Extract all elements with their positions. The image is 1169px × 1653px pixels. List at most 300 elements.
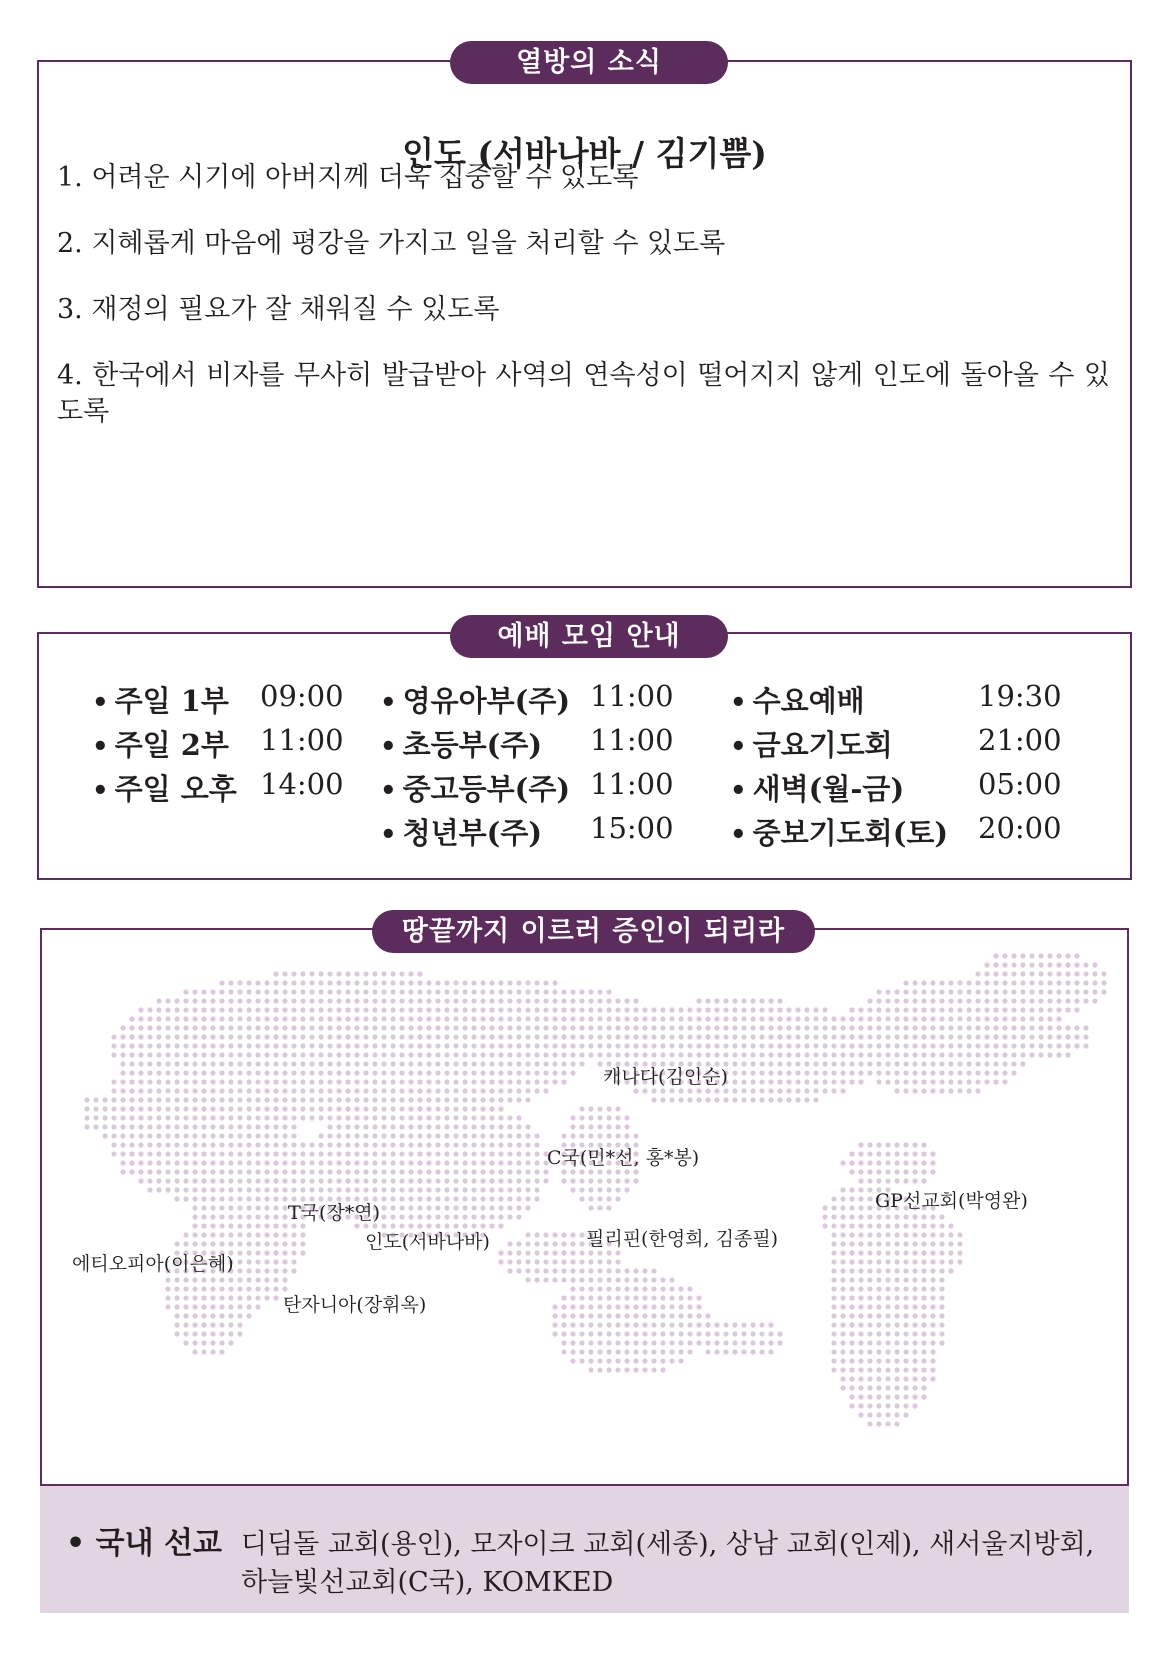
map-dot [480, 1025, 485, 1030]
map-dot [291, 1061, 296, 1066]
map-dot [327, 1025, 332, 1030]
map-dot [858, 1322, 863, 1327]
map-dot [624, 998, 629, 1003]
map-dot [1011, 1061, 1016, 1066]
map-dot [939, 1286, 944, 1291]
map-dot [858, 1169, 863, 1174]
map-dot [390, 1133, 395, 1138]
map-dot [858, 1331, 863, 1336]
map-dot [435, 1133, 440, 1138]
map-dot [363, 980, 368, 985]
map-dot [534, 1034, 539, 1039]
map-dot [849, 1250, 854, 1255]
map-dot [777, 1331, 782, 1336]
map-dot [345, 1151, 350, 1156]
map-dot [183, 1187, 188, 1192]
map-dot [921, 1043, 926, 1048]
map-dot [831, 1232, 836, 1237]
map-dot [570, 1061, 575, 1066]
map-dot [246, 1061, 251, 1066]
map-dot [300, 1070, 305, 1075]
map-dot [237, 1313, 242, 1318]
map-dot [435, 1052, 440, 1057]
map-dot [912, 1088, 917, 1093]
map-dot [471, 1007, 476, 1012]
map-dot [246, 1007, 251, 1012]
map-dot [669, 1349, 674, 1354]
map-dot [561, 1268, 566, 1273]
map-dot [930, 1034, 935, 1039]
map-dot [570, 1241, 575, 1246]
map-dot [840, 1304, 845, 1309]
map-dot [903, 1025, 908, 1030]
map-dot [408, 1025, 413, 1030]
map-dot [489, 1160, 494, 1165]
map-dot [912, 1277, 917, 1282]
map-dot [984, 998, 989, 1003]
map-dot [768, 1349, 773, 1354]
map-dot [309, 1187, 314, 1192]
map-dot [381, 1124, 386, 1129]
map-dot [660, 1007, 665, 1012]
map-dot [1101, 980, 1106, 985]
map-dot [417, 1016, 422, 1021]
map-dot [1047, 1052, 1052, 1057]
map-dot [858, 1313, 863, 1318]
map-dot [849, 1259, 854, 1264]
map-dot [138, 1088, 143, 1093]
map-dot [633, 1052, 638, 1057]
map-dot [669, 1007, 674, 1012]
map-dot [471, 1115, 476, 1120]
map-dot [651, 1025, 656, 1030]
map-dot [534, 989, 539, 994]
map-dot [930, 1268, 935, 1273]
map-dot [705, 1007, 710, 1012]
map-dot [381, 980, 386, 985]
map-dot [210, 1043, 215, 1048]
map-dot [615, 1268, 620, 1273]
map-dot [291, 998, 296, 1003]
map-dot [597, 1358, 602, 1363]
map-dot [165, 1133, 170, 1138]
map-dot [228, 1232, 233, 1237]
map-dot [399, 1025, 404, 1030]
map-dot [876, 1070, 881, 1075]
map-dot [120, 1025, 125, 1030]
map-dot [984, 1016, 989, 1021]
map-dot [192, 1088, 197, 1093]
map-dot [885, 1403, 890, 1408]
map-dot [561, 1070, 566, 1075]
map-dot [480, 1115, 485, 1120]
map-dot [372, 1187, 377, 1192]
map-dot [156, 1052, 161, 1057]
map-dot [93, 1106, 98, 1111]
map-dot [750, 998, 755, 1003]
map-dot [858, 1178, 863, 1183]
map-dot [894, 1376, 899, 1381]
map-dot [867, 1232, 872, 1237]
map-dot [462, 1115, 467, 1120]
map-dot [417, 1214, 422, 1219]
map-dot [282, 1241, 287, 1246]
map-dot [237, 1052, 242, 1057]
map-dot [885, 1160, 890, 1165]
map-dot [138, 1070, 143, 1075]
map-dot [948, 1241, 953, 1246]
map-dot [885, 1349, 890, 1354]
map-dot [372, 1052, 377, 1057]
map-dot [903, 1394, 908, 1399]
map-dot [408, 1070, 413, 1075]
map-dot [912, 1142, 917, 1147]
map-dot [543, 1088, 548, 1093]
map-dot [687, 1088, 692, 1093]
map-dot [246, 1070, 251, 1075]
map-dot [228, 1151, 233, 1156]
map-dot [372, 1106, 377, 1111]
map-dot [426, 989, 431, 994]
map-dot [1020, 1052, 1025, 1057]
map-dot [237, 1079, 242, 1084]
map-dot [372, 1169, 377, 1174]
map-dot [615, 1124, 620, 1129]
map-dot [237, 989, 242, 994]
map-dot [669, 1052, 674, 1057]
map-dot [1047, 1025, 1052, 1030]
map-dot [363, 1034, 368, 1039]
map-dot [759, 1025, 764, 1030]
map-dot [615, 1331, 620, 1336]
map-dot [768, 1070, 773, 1075]
map-dot [219, 1061, 224, 1066]
map-dot [120, 1160, 125, 1165]
map-dot [588, 989, 593, 994]
map-dot [183, 1232, 188, 1237]
map-dot [831, 1079, 836, 1084]
map-dot [507, 980, 512, 985]
map-dot [255, 1043, 260, 1048]
map-dot [579, 1106, 584, 1111]
map-dot [894, 1061, 899, 1066]
map-dot [246, 1079, 251, 1084]
map-dot [768, 1340, 773, 1345]
map-dot [345, 1169, 350, 1174]
map-dot [903, 1151, 908, 1156]
map-dot [102, 1106, 107, 1111]
domestic-mission-list: 디딤돌 교회(용인), 모자이크 교회(세종), 상남 교회(인제), 새서울지방회, [241, 1529, 1095, 1560]
map-dot [687, 1034, 692, 1039]
map-dot [813, 1061, 818, 1066]
map-dot [129, 1043, 134, 1048]
map-dot [867, 1322, 872, 1327]
map-dot [1083, 989, 1088, 994]
map-dot [516, 1178, 521, 1183]
map-dot [129, 1133, 134, 1138]
map-dot [273, 1016, 278, 1021]
map-dot [561, 989, 566, 994]
map-dot [795, 1052, 800, 1057]
map-dot [147, 1142, 152, 1147]
map-dot [525, 1151, 530, 1156]
map-dot [615, 1187, 620, 1192]
map-dot [840, 1340, 845, 1345]
map-dot [1029, 998, 1034, 1003]
map-dot [363, 1088, 368, 1093]
map-dot [93, 1124, 98, 1129]
map-dot [165, 1115, 170, 1120]
map-dot [588, 1331, 593, 1336]
map-dot [921, 1151, 926, 1156]
map-dot [255, 1097, 260, 1102]
map-dot [138, 1034, 143, 1039]
map-dot [975, 989, 980, 994]
map-dot [300, 1250, 305, 1255]
map-dot [228, 1142, 233, 1147]
news-section [37, 60, 1132, 588]
map-dot [966, 1034, 971, 1039]
map-dot [885, 1331, 890, 1336]
map-dot [543, 1052, 548, 1057]
map-dot [633, 1277, 638, 1282]
map-dot [912, 1385, 917, 1390]
map-dot [858, 1385, 863, 1390]
map-dot [849, 1034, 854, 1039]
map-dot [849, 1376, 854, 1381]
map-dot [1020, 1043, 1025, 1048]
map-dot [264, 1115, 269, 1120]
map-dot [219, 1034, 224, 1039]
map-dot [228, 1124, 233, 1129]
map-dot [579, 1016, 584, 1021]
map-dot [255, 989, 260, 994]
map-dot [813, 1025, 818, 1030]
map-dot [822, 1043, 827, 1048]
map-dot [489, 1097, 494, 1102]
map-dot [1038, 998, 1043, 1003]
map-dot [912, 1403, 917, 1408]
map-dot [219, 1223, 224, 1228]
map-dot [858, 1079, 863, 1084]
map-dot [912, 1358, 917, 1363]
map-dot [876, 1331, 881, 1336]
map-dot [453, 1052, 458, 1057]
map-dot [660, 1322, 665, 1327]
map-dot [561, 998, 566, 1003]
map-dot [858, 1187, 863, 1192]
map-dot [903, 1214, 908, 1219]
map-dot [156, 1160, 161, 1165]
map-dot [327, 1070, 332, 1075]
map-dot [903, 1268, 908, 1273]
map-dot [1002, 971, 1007, 976]
map-dot [912, 1340, 917, 1345]
map-dot [894, 1088, 899, 1093]
map-dot [597, 1043, 602, 1048]
map-dot [435, 1178, 440, 1183]
map-dot [219, 1016, 224, 1021]
map-dot [318, 1052, 323, 1057]
map-dot [381, 1196, 386, 1201]
map-dot [786, 1025, 791, 1030]
map-dot [516, 1061, 521, 1066]
map-dot [768, 1331, 773, 1336]
map-dot [300, 1106, 305, 1111]
map-dot [282, 1223, 287, 1228]
map-dot [228, 998, 233, 1003]
map-dot [372, 998, 377, 1003]
map-dot [120, 1124, 125, 1129]
map-dot [138, 1151, 143, 1156]
map-dot [633, 1295, 638, 1300]
map-dot [291, 1151, 296, 1156]
map-dot [579, 1286, 584, 1291]
map-dot [147, 1160, 152, 1165]
map-dot [219, 1322, 224, 1327]
map-dot [939, 1061, 944, 1066]
map-dot [876, 1277, 881, 1282]
map-dot [219, 1070, 224, 1075]
map-dot [1002, 1052, 1007, 1057]
map-dot [192, 1016, 197, 1021]
map-dot [210, 1160, 215, 1165]
map-dot [273, 1034, 278, 1039]
map-dot [912, 1232, 917, 1237]
map-dot [1047, 1016, 1052, 1021]
map-dot [462, 1178, 467, 1183]
map-dot [237, 1286, 242, 1291]
map-dot [903, 1277, 908, 1282]
map-dot [489, 1133, 494, 1138]
map-dot [201, 1313, 206, 1318]
map-dot [1011, 971, 1016, 976]
map-dot [597, 1259, 602, 1264]
map-dot [714, 1007, 719, 1012]
map-dot [750, 1322, 755, 1327]
map-dot [1029, 1016, 1034, 1021]
map-dot [669, 1097, 674, 1102]
map-dot [840, 1034, 845, 1039]
map-dot [588, 1133, 593, 1138]
map-dot [624, 1268, 629, 1273]
map-dot [1056, 989, 1061, 994]
map-dot [165, 1070, 170, 1075]
map-dot [939, 1043, 944, 1048]
map-dot [219, 1169, 224, 1174]
map-dot [291, 971, 296, 976]
map-dot [1065, 1025, 1070, 1030]
map-dot [885, 1358, 890, 1363]
map-dot [903, 1070, 908, 1075]
map-dot [651, 1286, 656, 1291]
map-dot [129, 1088, 134, 1093]
map-dot [831, 1349, 836, 1354]
map-dot [876, 1295, 881, 1300]
map-dot [480, 1097, 485, 1102]
map-dot [120, 1115, 125, 1120]
map-dot [840, 1079, 845, 1084]
map-dot [678, 1016, 683, 1021]
map-dot [408, 1142, 413, 1147]
map-dot [255, 1277, 260, 1282]
map-dot [993, 998, 998, 1003]
map-dot [525, 1061, 530, 1066]
map-dot [129, 1151, 134, 1156]
map-dot [570, 989, 575, 994]
map-dot [1065, 1034, 1070, 1039]
map-dot [597, 1178, 602, 1183]
service-name: • 청년부(주) [380, 816, 543, 850]
map-dot [588, 1277, 593, 1282]
map-dot [201, 1025, 206, 1030]
map-dot [921, 989, 926, 994]
map-dot [966, 1025, 971, 1030]
map-dot [948, 1016, 953, 1021]
map-dot [183, 1079, 188, 1084]
map-dot [741, 1007, 746, 1012]
map-dot [957, 1016, 962, 1021]
map-dot [885, 1052, 890, 1057]
map-dot [201, 1088, 206, 1093]
map-dot [840, 1025, 845, 1030]
map-dot [894, 1016, 899, 1021]
map-dot [390, 1106, 395, 1111]
map-dot [300, 1097, 305, 1102]
map-dot [1047, 980, 1052, 985]
map-dot [1038, 953, 1043, 958]
map-dot [264, 1250, 269, 1255]
map-dot [831, 1088, 836, 1093]
map-dot [381, 1133, 386, 1138]
map-dot [561, 1079, 566, 1084]
map-dot [165, 1052, 170, 1057]
map-dot [462, 1214, 467, 1219]
map-dot [579, 1133, 584, 1138]
map-dot [831, 1250, 836, 1255]
map-dot [300, 1115, 305, 1120]
map-dot [615, 1259, 620, 1264]
map-dot [525, 1007, 530, 1012]
map-dot [84, 1124, 89, 1129]
map-dot [345, 1007, 350, 1012]
map-dot [300, 1034, 305, 1039]
map-dot [426, 1070, 431, 1075]
map-dot [930, 1259, 935, 1264]
map-dot [570, 1277, 575, 1282]
map-dot [237, 1205, 242, 1210]
map-dot [435, 1034, 440, 1039]
map-dot [138, 1016, 143, 1021]
map-dot [291, 1160, 296, 1165]
map-dot [201, 1142, 206, 1147]
map-dot [777, 1088, 782, 1093]
map-dot [201, 1106, 206, 1111]
map-dot [435, 1160, 440, 1165]
map-dot [777, 998, 782, 1003]
map-dot [147, 1178, 152, 1183]
map-dot [408, 1088, 413, 1093]
map-dot [966, 1079, 971, 1084]
map-dot [588, 1187, 593, 1192]
map-dot [723, 1025, 728, 1030]
map-dot [237, 1214, 242, 1219]
map-dot [777, 1025, 782, 1030]
map-dot [822, 1052, 827, 1057]
map-dot [651, 1052, 656, 1057]
map-dot [228, 1106, 233, 1111]
map-dot [894, 1349, 899, 1354]
